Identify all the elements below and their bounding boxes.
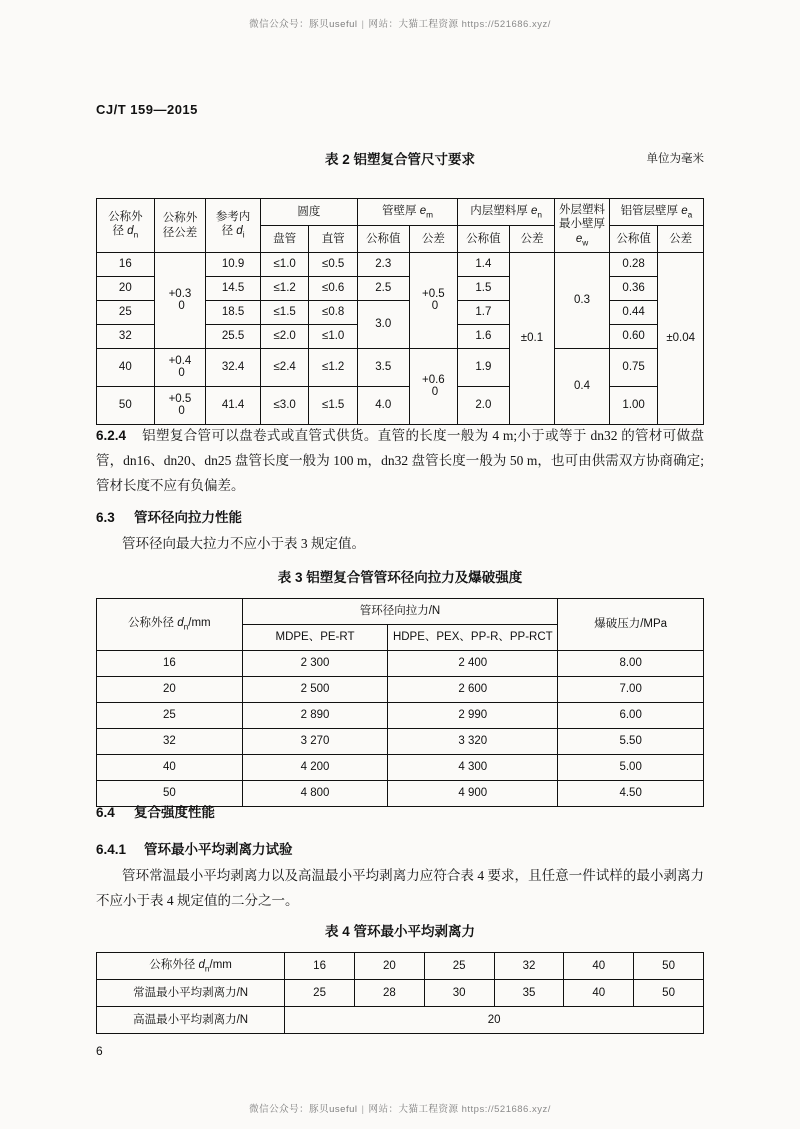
clause-6-4-1 (96, 838, 704, 914)
table2-h-al: 铝管层壁厚 $e_a$ (609, 199, 703, 226)
table-row (97, 677, 704, 703)
cell-od: 40 (564, 953, 634, 980)
table4-caption: 表 4 管环最小平均剥离力 (324, 924, 475, 939)
watermark-account: 豚贝useful (309, 19, 358, 30)
table-row (97, 387, 704, 425)
watermark-bottom (0, 1101, 800, 1115)
cell-al-tol: ±0.04 (658, 253, 704, 425)
cell-hdpe: 2 990 (388, 703, 558, 729)
table-row (97, 253, 704, 277)
cell-coil: ≤3.0 (260, 387, 309, 425)
table2-h-wall: 管壁厚 $e_m$ (357, 199, 457, 226)
table2-h-straight: 直管 (309, 226, 358, 253)
watermark-prefix: 微信公众号： (249, 19, 310, 30)
clause-6-3-number: 6.3 (96, 510, 115, 525)
watermark-separator: | (361, 19, 365, 30)
cell-al-nom: 0.44 (609, 301, 658, 325)
clause-6-2-4-number: 6.2.4 (96, 428, 127, 443)
cell-straight: ≤0.5 (309, 253, 358, 277)
table2-h-inner-nom: 公称值 (458, 226, 510, 253)
table4-label-normal: 常温最小平均剥离力/N (97, 980, 285, 1007)
table-row (97, 1007, 704, 1034)
cell-coil: ≤2.0 (260, 325, 309, 349)
cell-id: 41.4 (206, 387, 261, 425)
watermark-separator: | (361, 1104, 365, 1115)
cell-al-nom: 1.00 (609, 387, 658, 425)
table2-h-inner: 内层塑料厚 $e_n$ (458, 199, 555, 226)
cell-od-tol: +0.5 0 (154, 387, 206, 425)
table3-h-hdpe: HDPE、PEX、PP-R、PP-RCT (388, 625, 558, 651)
table3-h-force: 管环径向拉力/N (242, 599, 558, 625)
table-row (97, 980, 704, 1007)
cell-straight: ≤0.6 (309, 277, 358, 301)
cell-inner-nom: 1.5 (458, 277, 510, 301)
watermark-url: https://521686.xyz/ (461, 19, 551, 30)
cell-od: 40 (97, 755, 243, 781)
table-row (97, 953, 704, 980)
table2-h-outer: 外层塑料 最小壁厚 $e_w$ (555, 199, 610, 253)
cell-burst: 5.00 (558, 755, 704, 781)
table2-unit-note: 单位为毫米 (646, 153, 704, 165)
table-row (97, 651, 704, 677)
cell-coil: ≤1.2 (260, 277, 309, 301)
cell-coil: ≤1.5 (260, 301, 309, 325)
cell-normal: 30 (424, 980, 494, 1007)
table2-h-coil: 盘管 (260, 226, 309, 253)
cell-inner-tol: ±0.1 (509, 253, 555, 425)
clause-6-4-number: 6.4 (96, 805, 115, 820)
clause-6-3 (96, 506, 704, 557)
cell-od: 50 (97, 387, 155, 425)
table3 (96, 598, 704, 807)
cell-burst: 5.50 (558, 729, 704, 755)
cell-al-nom: 0.36 (609, 277, 658, 301)
table2-caption: 表 2 铝塑复合管尺寸要求 (324, 152, 475, 167)
cell-id: 14.5 (206, 277, 261, 301)
clause-6-3-text: 管环径向最大拉力不应小于表 3 规定值。 (122, 536, 365, 551)
cell-od: 20 (354, 953, 424, 980)
cell-wall-tol: +0.6 0 (409, 349, 458, 425)
cell-mdpe: 3 270 (242, 729, 388, 755)
cell-od: 16 (97, 253, 155, 277)
cell-mdpe: 4 800 (242, 781, 388, 807)
cell-wall-nom: 4.0 (357, 387, 409, 425)
cell-inner-nom: 1.6 (458, 325, 510, 349)
cell-hdpe: 4 900 (388, 781, 558, 807)
cell-id: 25.5 (206, 325, 261, 349)
table3-h-burst: 爆破压力/MPa (558, 599, 704, 651)
cell-wall-nom: 3.5 (357, 349, 409, 387)
cell-inner-nom: 1.9 (458, 349, 510, 387)
cell-wall-nom: 2.5 (357, 277, 409, 301)
table-row (97, 349, 704, 387)
cell-straight: ≤1.5 (309, 387, 358, 425)
cell-al-nom: 0.60 (609, 325, 658, 349)
cell-wall-nom: 3.0 (357, 301, 409, 349)
cell-mdpe: 4 200 (242, 755, 388, 781)
cell-inner-nom: 1.4 (458, 253, 510, 277)
table2-block (96, 152, 704, 425)
cell-od: 50 (634, 953, 704, 980)
watermark-site-label: 网站： (368, 1104, 399, 1115)
cell-normal: 25 (285, 980, 355, 1007)
cell-od: 32 (97, 729, 243, 755)
cell-od: 50 (97, 781, 243, 807)
table2-h-od: 公称外 径 $d_n$ (97, 199, 155, 253)
watermark-site: 大猫工程资源 (398, 1104, 459, 1115)
table3-h-od: 公称外径 $d_n/mm$ (97, 599, 243, 651)
cell-normal: 28 (354, 980, 424, 1007)
cell-wall-nom: 2.3 (357, 253, 409, 277)
table2-h-al-tol: 公差 (658, 226, 704, 253)
watermark-url: https://521686.xyz/ (461, 1104, 551, 1115)
watermark-account: 豚贝useful (309, 1104, 358, 1115)
page-header-standard-code: CJ/T 159—2015 (96, 102, 198, 117)
table-row (97, 703, 704, 729)
cell-straight: ≤1.2 (309, 349, 358, 387)
watermark-site: 大猫工程资源 (398, 19, 459, 30)
cell-wall-tol: +0.5 0 (409, 253, 458, 349)
table3-caption: 表 3 铝塑复合管管环径向拉力及爆破强度 (277, 570, 523, 585)
cell-straight: ≤0.8 (309, 301, 358, 325)
cell-hdpe: 4 300 (388, 755, 558, 781)
cell-od: 25 (97, 703, 243, 729)
table3-h-mdpe: MDPE、PE-RT (242, 625, 388, 651)
cell-od: 16 (285, 953, 355, 980)
table-row (97, 755, 704, 781)
cell-outer: 0.3 (555, 253, 610, 349)
table2-h-roundness: 圆度 (260, 199, 357, 226)
cell-burst: 8.00 (558, 651, 704, 677)
table3-header-row-1 (97, 599, 704, 625)
table4 (96, 952, 704, 1034)
cell-normal: 50 (634, 980, 704, 1007)
clause-6-4-1-text: 管环常温最小平均剥离力以及高温最小平均剥离力应符合表 4 要求，且任意一件试样的最小剥离力不应小于表 4 规定值的二分之一。 (96, 868, 704, 908)
clause-6-2-4 (96, 424, 704, 499)
table3-block (96, 566, 704, 807)
cell-od: 32 (97, 325, 155, 349)
cell-mdpe: 2 890 (242, 703, 388, 729)
cell-coil: ≤1.0 (260, 253, 309, 277)
cell-hdpe: 2 600 (388, 677, 558, 703)
cell-normal: 40 (564, 980, 634, 1007)
watermark-top (0, 16, 800, 30)
table-row (97, 729, 704, 755)
clause-6-4-1-title: 管环最小平均剥离力试验 (144, 842, 293, 857)
cell-mdpe: 2 500 (242, 677, 388, 703)
cell-straight: ≤1.0 (309, 325, 358, 349)
cell-burst: 7.00 (558, 677, 704, 703)
cell-coil: ≤2.4 (260, 349, 309, 387)
cell-al-nom: 0.28 (609, 253, 658, 277)
table4-label-od: 公称外径 $d_n/mm$ (97, 953, 285, 980)
table2-h-al-nom: 公称值 (609, 226, 658, 253)
table2 (96, 198, 704, 425)
clause-6-4 (96, 801, 704, 821)
table4-label-high: 高温最小平均剥离力/N (97, 1007, 285, 1034)
table2-h-wall-nom: 公称值 (357, 226, 409, 253)
cell-od: 25 (97, 301, 155, 325)
table2-header-row-1 (97, 199, 704, 226)
cell-od: 20 (97, 277, 155, 301)
cell-outer: 0.4 (555, 349, 610, 425)
cell-od-tol: +0.4 0 (154, 349, 206, 387)
cell-normal: 35 (494, 980, 564, 1007)
table4-block (96, 920, 704, 1034)
cell-high: 20 (285, 1007, 704, 1034)
clause-6-4-title: 复合强度性能 (134, 805, 215, 820)
clause-6-2-4-text: 铝塑复合管可以盘卷式或直管式供货。直管的长度一般为 4 m;小于或等于 dn32 的管材可做盘管，dn16、dn20、dn25 盘管长度一般为 100 m，dn32 盘管长度一般为 50 m，也可由供需双方协商确定;管材长度不应有负偏差。 (96, 428, 704, 493)
cell-od: 20 (97, 677, 243, 703)
cell-mdpe: 2 300 (242, 651, 388, 677)
cell-hdpe: 3 320 (388, 729, 558, 755)
cell-inner-nom: 2.0 (458, 387, 510, 425)
watermark-prefix: 微信公众号： (249, 1104, 310, 1115)
clause-6-4-1-number: 6.4.1 (96, 842, 127, 857)
cell-od: 40 (97, 349, 155, 387)
table2-h-wall-tol: 公差 (409, 226, 458, 253)
cell-od: 25 (424, 953, 494, 980)
cell-od: 16 (97, 651, 243, 677)
watermark-site-label: 网站： (368, 19, 399, 30)
cell-burst: 6.00 (558, 703, 704, 729)
cell-id: 10.9 (206, 253, 261, 277)
table2-h-od-tol: 公称外 径公差 (154, 199, 206, 253)
clause-6-3-title: 管环径向拉力性能 (134, 510, 242, 525)
table2-h-inner-tol: 公差 (509, 226, 555, 253)
cell-id: 18.5 (206, 301, 261, 325)
cell-inner-nom: 1.7 (458, 301, 510, 325)
table2-h-id: 参考内 径 $d_i$ (206, 199, 261, 253)
cell-al-nom: 0.75 (609, 349, 658, 387)
cell-od: 32 (494, 953, 564, 980)
cell-od-tol: +0.3 0 (154, 253, 206, 349)
cell-burst: 4.50 (558, 781, 704, 807)
cell-hdpe: 2 400 (388, 651, 558, 677)
cell-id: 32.4 (206, 349, 261, 387)
page-number: 6 (96, 1044, 103, 1058)
